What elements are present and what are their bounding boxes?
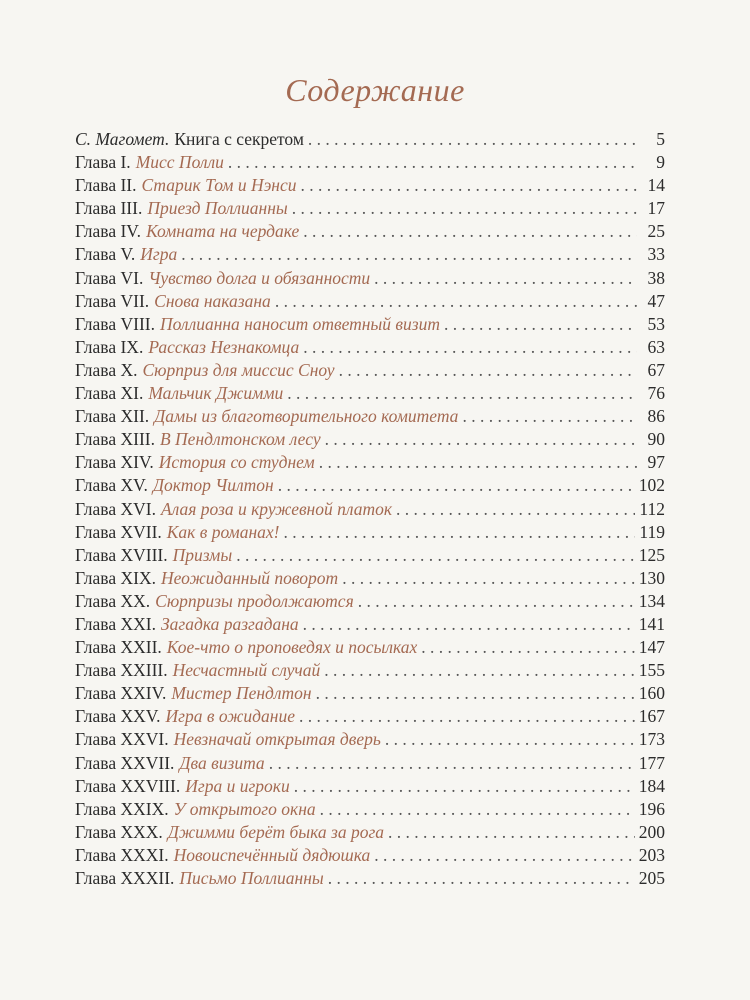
toc-entry [75, 382, 665, 405]
toc-entry-chapter-number: Глава X. [75, 359, 138, 380]
toc-entry-chapter-number: Глава I. [75, 152, 131, 173]
leader-dots [181, 243, 637, 266]
toc-entry-title: Письмо Поллианны [179, 868, 324, 888]
toc-entry-page-number: 47 [647, 290, 665, 311]
toc-entry-chapter-number: Глава III. [75, 198, 143, 219]
toc-entry-page-number: 205 [638, 868, 665, 888]
toc-entry-chapter-number: Глава XII. [75, 406, 150, 427]
toc-entry-chapter-number: Глава VI. [75, 267, 144, 288]
toc-entry [75, 451, 665, 474]
toc-entry-page-number: 141 [638, 613, 665, 634]
toc-entry [75, 151, 665, 174]
toc-entry-title: Игра в ожидание [165, 706, 295, 727]
toc-entry-chapter-number: Глава XIII. [75, 429, 155, 450]
leader-dots [385, 728, 635, 751]
toc-entry-title: Новоиспечённый дядюшка [173, 844, 371, 865]
toc-entry-chapter-number: Глава V. [75, 244, 136, 265]
toc-entry-page-number: 112 [639, 498, 665, 519]
toc-entry-chapter-number: Глава XV. [75, 475, 148, 496]
leader-dots [292, 197, 637, 220]
toc-entry-title: У открытого окна [173, 798, 316, 819]
leader-dots [374, 267, 637, 290]
toc-entry [75, 359, 665, 382]
toc-entry-title: Алая роза и кружевной платок [160, 498, 393, 519]
toc-entry [75, 128, 665, 151]
toc-entry [75, 474, 665, 497]
toc-entry-chapter-number: Глава XXXII. [75, 868, 175, 888]
toc-entry-title: Мисс Полли [135, 152, 224, 173]
toc-entry-page-number: 147 [638, 637, 665, 658]
leader-dots [444, 313, 637, 336]
toc-entry [75, 336, 665, 359]
leader-dots [236, 544, 635, 567]
leader-dots [320, 798, 635, 821]
toc-entry-chapter-number: Глава XI. [75, 383, 144, 404]
leader-dots [269, 752, 635, 775]
toc-entry-title: Игра [140, 244, 178, 265]
toc-entry-title: Неожиданный поворот [160, 567, 339, 588]
toc-entry-title: Невзначай открытая дверь [173, 729, 381, 750]
toc-entry-page-number: 177 [638, 752, 665, 773]
toc-entry-title: Доктор Чилтон [152, 475, 274, 496]
toc-entry [75, 313, 665, 336]
toc-entry-title: Игра и игроки [185, 775, 290, 796]
toc-entry-chapter-number: Глава VII. [75, 290, 150, 311]
toc-entry [75, 659, 665, 682]
toc-entry-page-number: 196 [638, 798, 665, 819]
toc-entry-title: Сюрпризы продолжаются [155, 590, 354, 611]
toc-entry-title: Мистер Пендлтон [171, 683, 312, 704]
toc-entry-page-number: 86 [647, 406, 665, 427]
leader-dots [301, 174, 637, 197]
toc-entry-chapter-number: Глава XVI. [75, 498, 156, 519]
toc-entry-chapter-number: Глава XXI. [75, 613, 156, 634]
leader-dots [388, 821, 635, 844]
toc-entry-page-number: 76 [647, 383, 665, 404]
leader-dots [316, 682, 635, 705]
toc-entry [75, 728, 665, 751]
toc-entry-page-number: 134 [638, 590, 665, 611]
toc-entry [75, 798, 665, 821]
leader-dots [421, 636, 634, 659]
leader-dots [328, 867, 635, 890]
leader-dots [287, 382, 637, 405]
toc-entry-chapter-number: Глава IX. [75, 336, 144, 357]
toc-entry-chapter-number: Глава II. [75, 175, 137, 196]
toc-entry-chapter-number: Глава IV. [75, 221, 142, 242]
leader-dots [228, 151, 637, 174]
toc-entry [75, 844, 665, 867]
toc-entry-title: Снова наказана [154, 290, 271, 311]
toc-entry [75, 267, 665, 290]
toc-entry-chapter-number: Глава XVII. [75, 521, 162, 542]
leader-dots [283, 521, 635, 544]
toc-entry-page-number: 184 [638, 775, 665, 796]
toc-entry-title: История со студнем [158, 452, 315, 473]
toc-entry-chapter-number: Глава XXVI. [75, 729, 169, 750]
toc-entry-page-number: 67 [647, 359, 665, 380]
toc-entry-title: Рассказ Незнакомца [148, 336, 300, 357]
toc-entry [75, 544, 665, 567]
toc-entry-chapter-number: Глава XXVII. [75, 752, 175, 773]
toc-entry-page-number: 97 [647, 452, 665, 473]
toc-entry-title: Джимми берёт быка за рога [167, 821, 385, 842]
toc-entry [75, 498, 665, 521]
toc-entry-title: Как в романах! [166, 521, 280, 542]
toc-entry-page-number: 203 [638, 844, 665, 865]
toc-entry-title: Кое-что о проповедях и посылках [166, 637, 418, 658]
toc-entry-title: Два визита [179, 752, 265, 773]
toc-entry-title: Книга с секретом [174, 129, 304, 149]
leader-dots [324, 659, 634, 682]
leader-dots [325, 428, 637, 451]
leader-dots [396, 498, 635, 521]
toc-entry-page-number: 130 [638, 567, 665, 588]
leader-dots [294, 775, 635, 798]
table-of-contents [75, 128, 665, 890]
toc-entry [75, 775, 665, 798]
toc-entry-page-number: 38 [647, 267, 665, 288]
toc-entry-title: Сюрприз для миссис Сноу [142, 359, 335, 380]
toc-entry [75, 705, 665, 728]
toc-entry [75, 682, 665, 705]
toc-entry [75, 613, 665, 636]
toc-entry-page-number: 53 [647, 313, 665, 334]
toc-entry [75, 821, 665, 844]
toc-entry-chapter-number: Глава XXIII. [75, 660, 168, 681]
toc-entry [75, 867, 665, 890]
toc-entry-chapter-number: Глава XXIV. [75, 683, 167, 704]
leader-dots [319, 451, 637, 474]
toc-entry-title: Мальчик Джимми [148, 383, 284, 404]
leader-dots [303, 613, 635, 636]
toc-entry-page-number: 14 [647, 175, 665, 196]
toc-entry-title: Загадка разгадана [160, 613, 299, 634]
toc-entry-title: Приезд Поллианны [147, 198, 288, 219]
toc-entry-page-number: 160 [638, 683, 665, 704]
leader-dots [374, 844, 635, 867]
toc-entry-page-number: 90 [647, 429, 665, 450]
toc-entry-page-number: 119 [639, 521, 665, 542]
toc-entry [75, 290, 665, 313]
toc-entry [75, 521, 665, 544]
leader-dots [278, 474, 635, 497]
toc-entry-title: Поллианна наносит ответный визит [159, 313, 440, 334]
toc-entry-page-number: 155 [638, 660, 665, 681]
toc-entry-page-number: 5 [656, 129, 665, 149]
leader-dots [358, 590, 635, 613]
toc-entry-title: Дамы из благотворительного комитета [154, 406, 459, 427]
toc-entry-page-number: 17 [647, 198, 665, 219]
toc-entry-title: Призмы [172, 544, 233, 565]
toc-entry-page-number: 173 [638, 729, 665, 750]
toc-entry-title: Комната на чердаке [146, 221, 300, 242]
toc-entry-page-number: 33 [647, 244, 665, 265]
toc-entry-chapter-number: Глава XXVIII. [75, 775, 181, 796]
toc-entry [75, 428, 665, 451]
toc-entry-chapter-number: Глава XX. [75, 590, 151, 611]
toc-entry-author: С. Магомет. [75, 129, 170, 149]
toc-entry-chapter-number: Глава VIII. [75, 313, 155, 334]
leader-dots [303, 220, 637, 243]
toc-entry-chapter-number: Глава XIV. [75, 452, 154, 473]
toc-entry-page-number: 125 [638, 544, 665, 565]
leader-dots [303, 336, 637, 359]
page-title: Содержание [285, 72, 465, 108]
toc-entry [75, 590, 665, 613]
toc-entry-page-number: 9 [656, 152, 665, 173]
toc-entry [75, 752, 665, 775]
toc-entry-title: Чувство долга и обязанности [148, 267, 371, 288]
toc-entry-chapter-number: Глава XIX. [75, 567, 156, 588]
toc-entry [75, 243, 665, 266]
leader-dots [462, 405, 637, 428]
toc-entry [75, 197, 665, 220]
toc-entry-page-number: 200 [638, 821, 665, 842]
toc-entry [75, 636, 665, 659]
toc-entry [75, 220, 665, 243]
leader-dots [308, 128, 637, 151]
toc-entry [75, 405, 665, 428]
toc-entry-chapter-number: Глава XXX. [75, 821, 163, 842]
toc-entry-page-number: 102 [638, 475, 665, 496]
toc-entry-chapter-number: Глава XXV. [75, 706, 161, 727]
toc-entry-chapter-number: Глава XXII. [75, 637, 162, 658]
toc-entry-chapter-number: Глава XXIX. [75, 798, 169, 819]
toc-entry [75, 567, 665, 590]
toc-entry-title: В Пендлтонском лесу [159, 429, 321, 450]
toc-entry-chapter-number: Глава XXXI. [75, 844, 169, 865]
leader-dots [342, 567, 635, 590]
leader-dots [339, 359, 637, 382]
toc-entry-chapter-number: Глава XVIII. [75, 544, 168, 565]
leader-dots [299, 705, 635, 728]
toc-entry-page-number: 167 [638, 706, 665, 727]
toc-entry-title: Старик Том и Нэнси [141, 175, 297, 196]
leader-dots [275, 290, 637, 313]
toc-entry [75, 174, 665, 197]
toc-entry-page-number: 25 [647, 221, 665, 242]
toc-entry-title: Несчастный случай [172, 660, 321, 681]
toc-entry-page-number: 63 [647, 336, 665, 357]
